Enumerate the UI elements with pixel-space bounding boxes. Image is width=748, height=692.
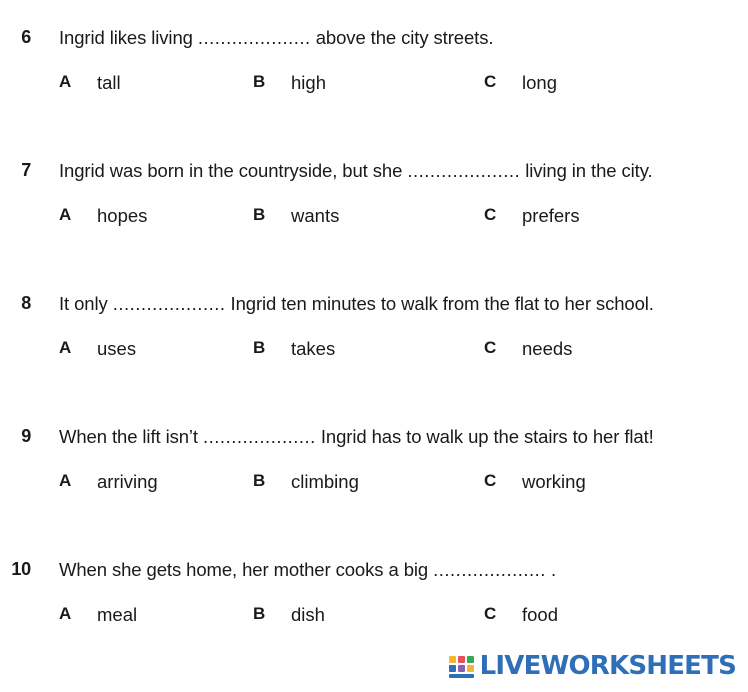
option-text: high bbox=[291, 72, 326, 93]
question-number: 7 bbox=[21, 160, 31, 180]
question-7 bbox=[0, 160, 748, 240]
question-10 bbox=[0, 559, 748, 639]
option-text: arriving bbox=[97, 471, 158, 492]
option-letter: A bbox=[59, 338, 72, 357]
question-stem bbox=[59, 559, 556, 581]
option-letter: C bbox=[484, 205, 497, 224]
answer-blank[interactable]: .................... bbox=[407, 160, 521, 181]
question-stem bbox=[59, 27, 493, 49]
stem-before: When the lift isn’t bbox=[59, 426, 204, 447]
option-letter: C bbox=[484, 338, 497, 357]
option-letter: C bbox=[484, 604, 497, 623]
question-stem bbox=[59, 160, 653, 182]
option-text: climbing bbox=[291, 471, 359, 492]
option-letter: A bbox=[59, 471, 72, 490]
stem-after: above the city streets. bbox=[310, 27, 494, 48]
option-text: food bbox=[522, 604, 559, 625]
stem-after: . bbox=[545, 559, 557, 580]
option-letter: A bbox=[59, 604, 72, 623]
option-text: needs bbox=[522, 338, 573, 359]
option-letter: C bbox=[484, 471, 497, 490]
question-stem bbox=[59, 293, 654, 315]
stem-before: It only bbox=[59, 293, 113, 314]
option-text: prefers bbox=[522, 205, 580, 226]
option-letter: A bbox=[59, 72, 72, 91]
option-text: long bbox=[522, 72, 557, 93]
liveworksheets-logo-icon bbox=[448, 652, 476, 680]
option-letter: B bbox=[253, 205, 266, 224]
option-text: meal bbox=[97, 604, 138, 625]
stem-after: Ingrid has to walk up the stairs to her flat! bbox=[315, 426, 654, 447]
option-letter: B bbox=[253, 604, 266, 623]
option-letter: B bbox=[253, 471, 266, 490]
option-letter: C bbox=[484, 72, 497, 91]
question-9 bbox=[0, 426, 748, 506]
question-number: 6 bbox=[21, 27, 31, 47]
option-text: tall bbox=[97, 72, 121, 93]
stem-before: Ingrid was born in the countryside, but she bbox=[59, 160, 408, 181]
option-text: hopes bbox=[97, 205, 148, 226]
option-letter: A bbox=[59, 205, 72, 224]
stem-before: When she gets home, her mother cooks a big bbox=[59, 559, 434, 580]
stem-after: living in the city. bbox=[520, 160, 653, 181]
stem-before: Ingrid likes living bbox=[59, 27, 198, 48]
liveworksheets-branding bbox=[448, 650, 736, 682]
stem-after: Ingrid ten minutes to walk from the flat to her school. bbox=[225, 293, 654, 314]
option-text: takes bbox=[291, 338, 336, 359]
liveworksheets-brand-text: LIVEWORKSHEETS bbox=[479, 651, 736, 681]
answer-blank[interactable]: .................... bbox=[433, 559, 546, 580]
option-letter: B bbox=[253, 338, 266, 357]
answer-blank[interactable]: .................... bbox=[203, 426, 316, 447]
answer-blank[interactable]: .................... bbox=[197, 27, 311, 48]
answer-blank[interactable]: .................... bbox=[112, 293, 226, 314]
question-number: 9 bbox=[21, 426, 31, 446]
question-number: 8 bbox=[21, 293, 31, 313]
question-6 bbox=[0, 27, 748, 107]
option-text: wants bbox=[291, 205, 340, 226]
question-stem bbox=[59, 426, 654, 448]
option-text: uses bbox=[97, 338, 137, 359]
option-text: working bbox=[522, 471, 586, 492]
option-text: dish bbox=[291, 604, 325, 625]
question-8 bbox=[0, 293, 748, 373]
question-number: 10 bbox=[11, 559, 31, 579]
option-letter: B bbox=[253, 72, 266, 91]
